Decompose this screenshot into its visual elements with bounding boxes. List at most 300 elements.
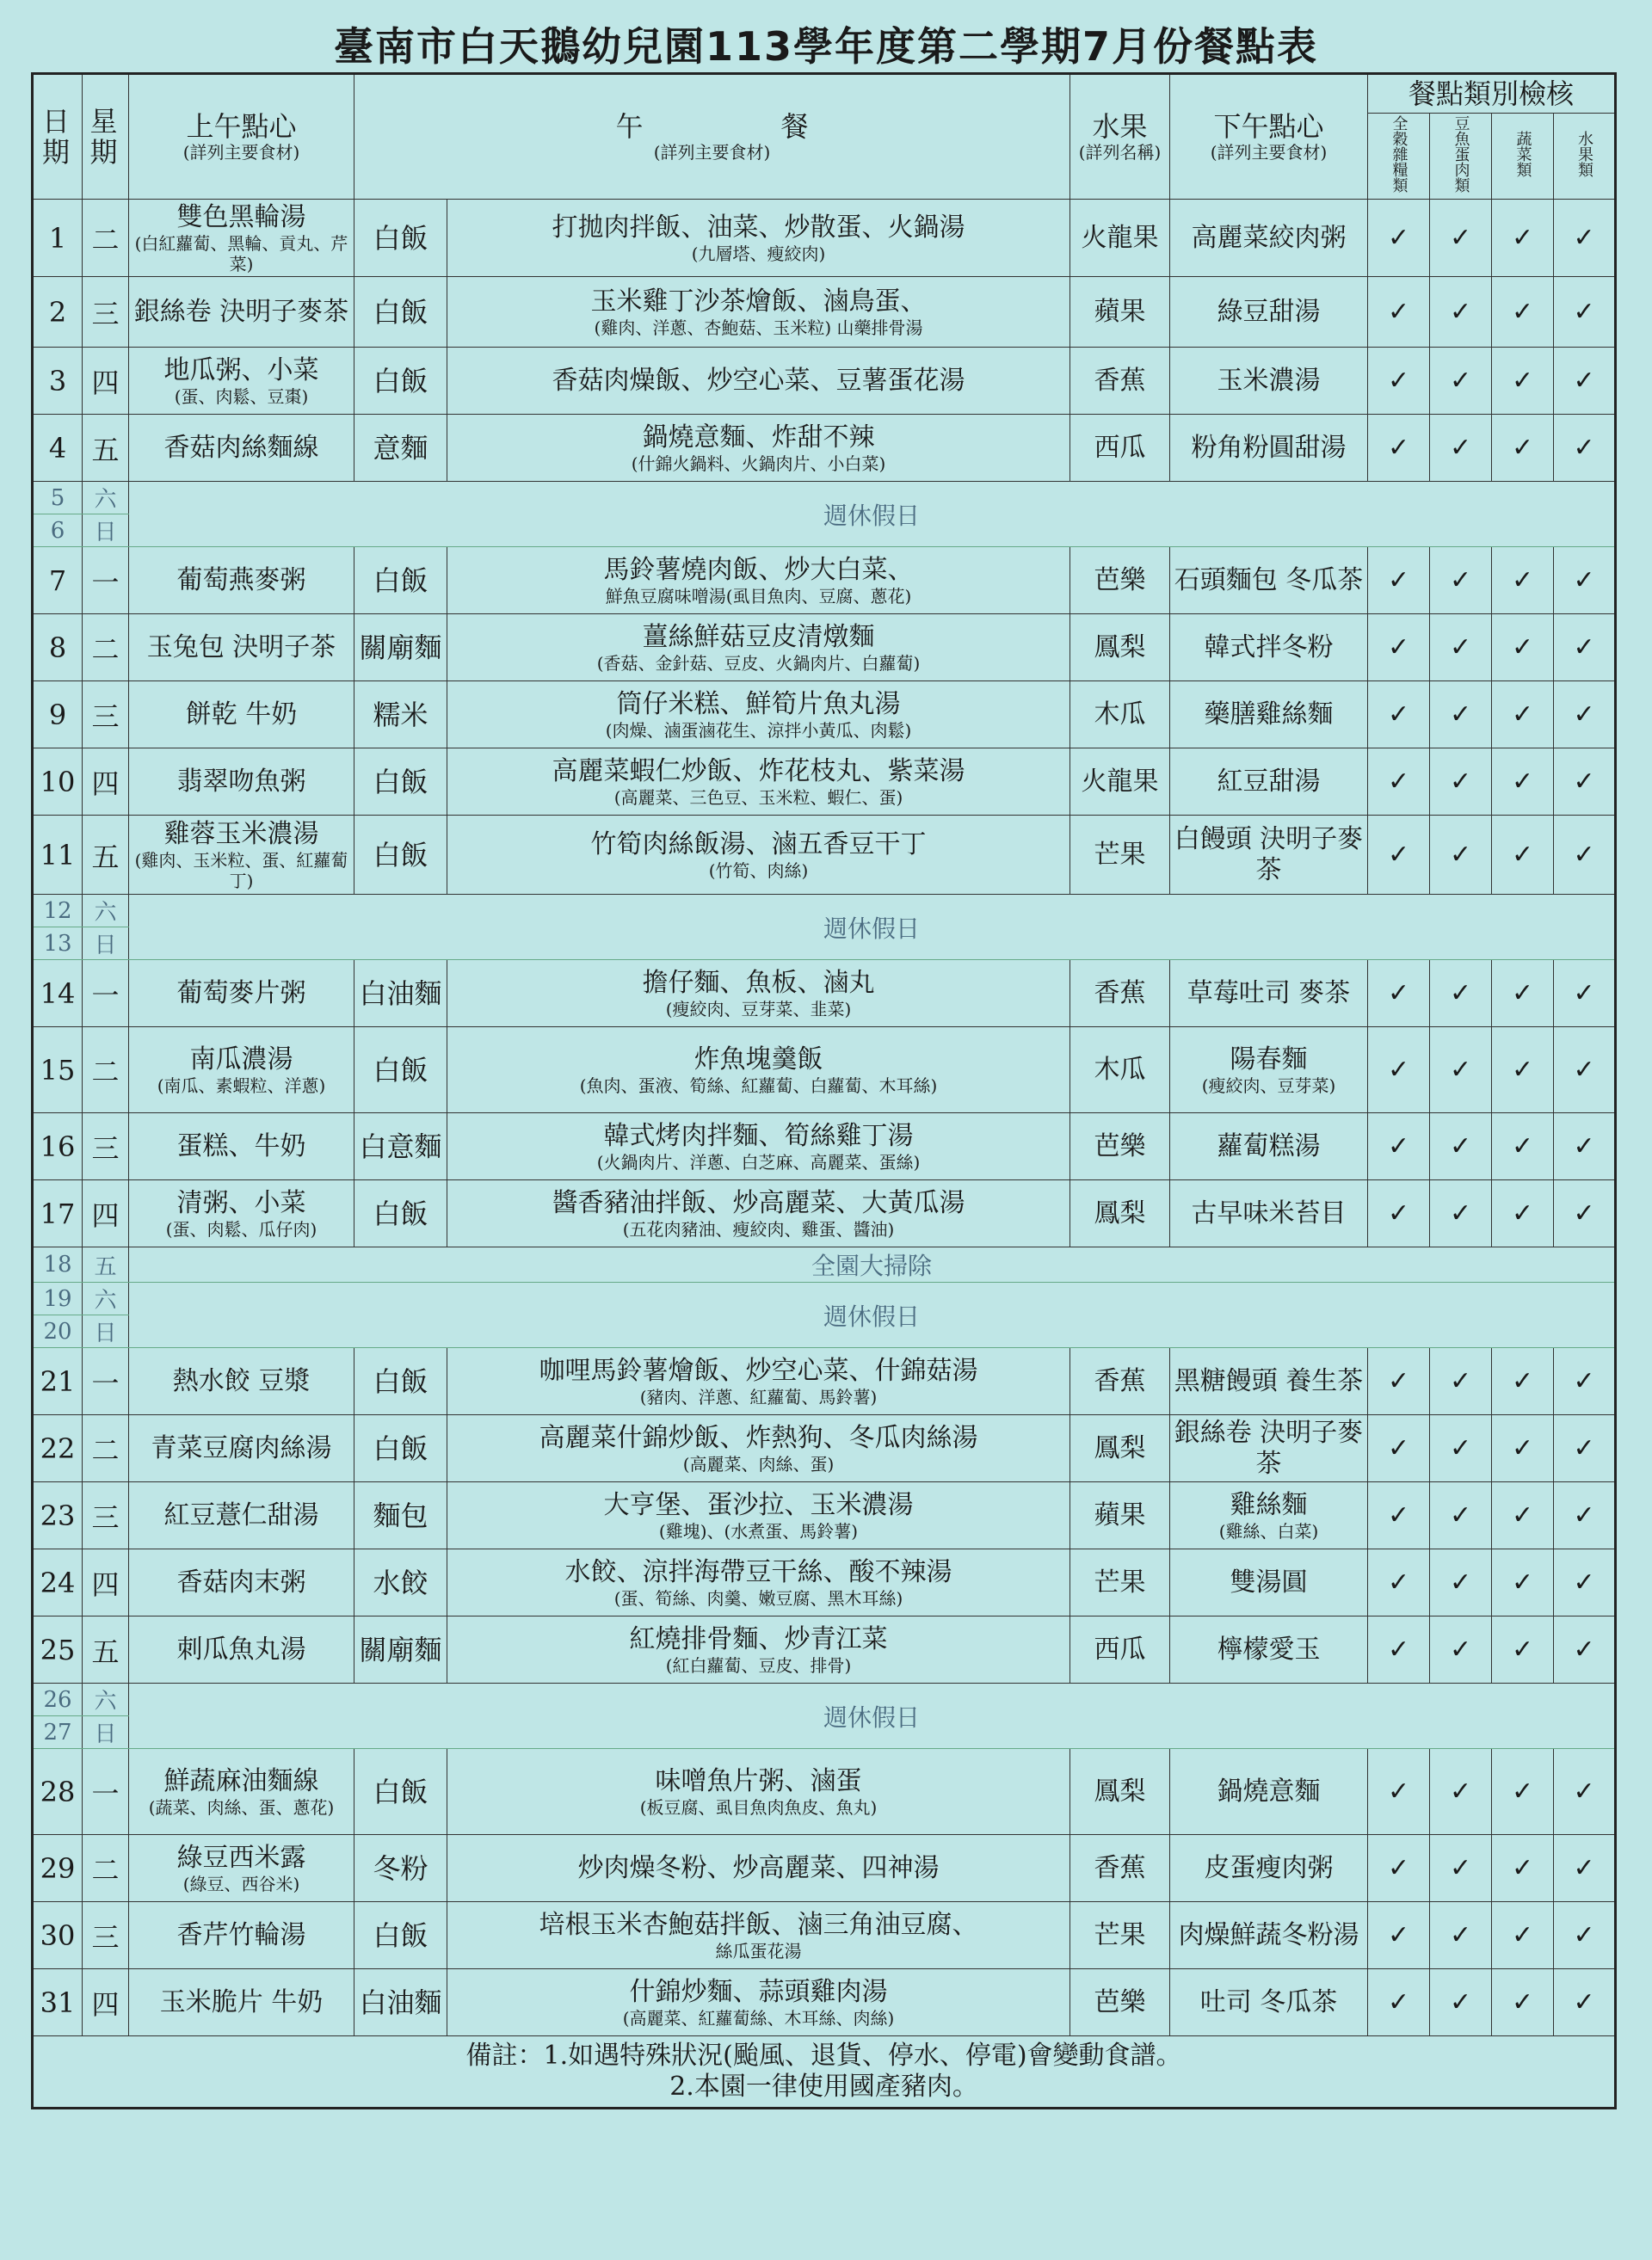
holiday-date-cell: 12 bbox=[33, 895, 83, 927]
pm-snack-cell bbox=[1170, 200, 1368, 277]
check-mark-icon: ✓ bbox=[1554, 277, 1616, 348]
check-mark-icon: ✓ bbox=[1430, 1835, 1492, 1902]
check-mark-icon: ✓ bbox=[1554, 415, 1616, 482]
weekday-cell: 一 bbox=[83, 547, 129, 614]
pm-snack-main: 草莓吐司 麥茶 bbox=[1187, 977, 1351, 1008]
check-mark-icon: ✓ bbox=[1368, 1027, 1430, 1113]
meal-row bbox=[33, 1348, 1616, 1415]
lunch-main: 味噌魚片粥、滷蛋 bbox=[655, 1765, 862, 1796]
check-mark-icon: ✓ bbox=[1554, 1415, 1616, 1482]
check-mark-icon: ✓ bbox=[1492, 200, 1554, 277]
meal-row bbox=[33, 1969, 1616, 2036]
pm-snack-cell bbox=[1170, 348, 1368, 415]
lunch-cell bbox=[447, 1969, 1070, 2036]
fruit-cell: 鳳梨 bbox=[1070, 614, 1170, 681]
holiday-row bbox=[33, 482, 1616, 514]
lunch-cell bbox=[447, 1027, 1070, 1113]
date-cell: 16 bbox=[33, 1113, 83, 1180]
pm-snack-cell bbox=[1170, 681, 1368, 748]
am-snack-detail: (南瓜、素蝦粒、洋蔥) bbox=[157, 1075, 326, 1096]
am-snack-cell bbox=[129, 1549, 354, 1616]
pm-snack-main: 檸檬愛玉 bbox=[1217, 1634, 1321, 1665]
check-mark-icon: ✓ bbox=[1554, 748, 1616, 816]
staple-cell: 白意麵 bbox=[354, 1113, 447, 1180]
header-check: 餐點類別檢核 bbox=[1368, 74, 1616, 114]
weekday-cell: 三 bbox=[83, 681, 129, 748]
pm-snack-main: 皮蛋瘦肉粥 bbox=[1204, 1852, 1334, 1883]
fruit-cell: 芒果 bbox=[1070, 1549, 1170, 1616]
date-cell: 24 bbox=[33, 1549, 83, 1616]
lunch-detail: (肉燥、滷蛋滷花生、涼拌小黃瓜、肉鬆) bbox=[605, 719, 912, 741]
lunch-cell bbox=[447, 1549, 1070, 1616]
pm-snack-cell bbox=[1170, 1902, 1368, 1969]
pm-snack-main: 雙湯圓 bbox=[1230, 1567, 1308, 1598]
holiday-label: 週休假日 bbox=[129, 1283, 1616, 1348]
date-cell: 29 bbox=[33, 1835, 83, 1902]
date-cell: 21 bbox=[33, 1348, 83, 1415]
check-mark-icon: ✓ bbox=[1430, 348, 1492, 415]
staple-cell: 白飯 bbox=[354, 277, 447, 348]
check-mark-icon: ✓ bbox=[1368, 1835, 1430, 1902]
check-mark-icon: ✓ bbox=[1430, 614, 1492, 681]
lunch-main: 醬香豬油拌飯、炒高麗菜、大黃瓜湯 bbox=[552, 1187, 965, 1218]
am-snack-main: 雙色黑輪湯 bbox=[176, 201, 306, 232]
check-mark-icon: ✓ bbox=[1368, 1969, 1430, 2036]
check-mark-icon: ✓ bbox=[1368, 816, 1430, 895]
check-mark-icon: ✓ bbox=[1492, 1749, 1554, 1835]
check-mark-icon: ✓ bbox=[1492, 614, 1554, 681]
fruit-cell: 香蕉 bbox=[1070, 960, 1170, 1027]
am-snack-cell bbox=[129, 614, 354, 681]
pm-snack-cell bbox=[1170, 1348, 1368, 1415]
holiday-date-cell: 13 bbox=[33, 927, 83, 960]
fruit-cell: 西瓜 bbox=[1070, 415, 1170, 482]
am-snack-cell bbox=[129, 681, 354, 748]
staple-cell: 白飯 bbox=[354, 1027, 447, 1113]
check-mark-icon: ✓ bbox=[1368, 681, 1430, 748]
meal-row bbox=[33, 681, 1616, 748]
check-mark-icon: ✓ bbox=[1430, 1415, 1492, 1482]
check-mark-icon: ✓ bbox=[1368, 748, 1430, 816]
fruit-cell: 火龍果 bbox=[1070, 200, 1170, 277]
am-snack-detail: (蛋、肉鬆、豆棗) bbox=[174, 385, 309, 407]
lunch-detail: (雞塊)、(水煮蛋、馬鈴薯) bbox=[658, 1520, 859, 1542]
check-mark-icon: ✓ bbox=[1368, 1348, 1430, 1415]
meal-row bbox=[33, 1482, 1616, 1549]
lunch-detail: (瘦絞肉、豆芽菜、韭菜) bbox=[665, 998, 852, 1019]
am-snack-main: 蛋糕、牛奶 bbox=[176, 1130, 306, 1161]
check-mark-icon: ✓ bbox=[1368, 1180, 1430, 1247]
holiday-weekday-cell: 日 bbox=[83, 1315, 129, 1348]
meal-row bbox=[33, 748, 1616, 816]
weekday-cell: 一 bbox=[83, 1749, 129, 1835]
meal-row bbox=[33, 1616, 1616, 1684]
check-mark-icon: ✓ bbox=[1430, 1482, 1492, 1549]
check-mark-icon: ✓ bbox=[1368, 1482, 1430, 1549]
lunch-detail: (板豆腐、虱目魚肉魚皮、魚丸) bbox=[639, 1796, 878, 1818]
check-mark-icon: ✓ bbox=[1492, 1027, 1554, 1113]
check-mark-icon: ✓ bbox=[1368, 1749, 1430, 1835]
weekday-cell: 二 bbox=[83, 1415, 129, 1482]
check-mark-icon: ✓ bbox=[1368, 1113, 1430, 1180]
staple-cell: 白油麵 bbox=[354, 1969, 447, 2036]
fruit-cell: 香蕉 bbox=[1070, 348, 1170, 415]
am-snack-main: 玉兔包 決明子茶 bbox=[146, 631, 336, 662]
date-cell: 22 bbox=[33, 1415, 83, 1482]
header-cat-fruit: 水果類 bbox=[1554, 114, 1616, 200]
check-mark-icon: ✓ bbox=[1554, 960, 1616, 1027]
check-mark-icon: ✓ bbox=[1554, 1180, 1616, 1247]
am-snack-main: 雞蓉玉米濃湯 bbox=[163, 818, 319, 849]
fruit-cell: 芒果 bbox=[1070, 816, 1170, 895]
fruit-cell: 芭樂 bbox=[1070, 1113, 1170, 1180]
am-snack-main: 銀絲卷 決明子麥茶 bbox=[133, 296, 349, 327]
lunch-detail: 鮮魚豆腐味噌湯(虱目魚肉、豆腐、蔥花) bbox=[605, 585, 912, 607]
check-mark-icon: ✓ bbox=[1430, 816, 1492, 895]
lunch-main: 水餃、涼拌海帶豆干絲、酸不辣湯 bbox=[564, 1556, 952, 1587]
check-mark-icon: ✓ bbox=[1554, 614, 1616, 681]
check-mark-icon: ✓ bbox=[1554, 1749, 1616, 1835]
check-mark-icon: ✓ bbox=[1368, 1902, 1430, 1969]
lunch-detail: (香菇、金針菇、豆皮、火鍋肉片、白蘿蔔) bbox=[596, 652, 921, 674]
pm-snack-main: 雞絲麵 bbox=[1230, 1489, 1308, 1520]
weekday-cell: 四 bbox=[83, 1549, 129, 1616]
date-cell: 14 bbox=[33, 960, 83, 1027]
check-mark-icon: ✓ bbox=[1492, 547, 1554, 614]
staple-cell: 白飯 bbox=[354, 1749, 447, 1835]
date-cell: 1 bbox=[33, 200, 83, 277]
fruit-cell: 鳳梨 bbox=[1070, 1749, 1170, 1835]
staple-cell: 關廟麵 bbox=[354, 1616, 447, 1684]
lunch-main: 紅燒排骨麵、炒青江菜 bbox=[629, 1623, 888, 1654]
holiday-row bbox=[33, 1283, 1616, 1315]
date-cell: 10 bbox=[33, 748, 83, 816]
am-snack-cell bbox=[129, 1027, 354, 1113]
pm-snack-main: 石頭麵包 冬瓜茶 bbox=[1174, 564, 1364, 595]
holiday-date-cell: 19 bbox=[33, 1283, 83, 1315]
lunch-cell bbox=[447, 200, 1070, 277]
lunch-cell bbox=[447, 1348, 1070, 1415]
meal-row bbox=[33, 1180, 1616, 1247]
lunch-cell bbox=[447, 1749, 1070, 1835]
check-mark-icon: ✓ bbox=[1430, 200, 1492, 277]
holiday-row bbox=[33, 1684, 1616, 1716]
am-snack-main: 青菜豆腐肉絲湯 bbox=[151, 1432, 332, 1463]
am-snack-main: 葡萄燕麥粥 bbox=[176, 564, 306, 595]
check-mark-icon: ✓ bbox=[1430, 1969, 1492, 2036]
holiday-date-cell: 27 bbox=[33, 1716, 83, 1749]
fruit-cell: 蘋果 bbox=[1070, 1482, 1170, 1549]
pm-snack-cell bbox=[1170, 1027, 1368, 1113]
am-snack-cell bbox=[129, 1482, 354, 1549]
am-snack-cell bbox=[129, 348, 354, 415]
holiday-weekday-cell: 日 bbox=[83, 514, 129, 547]
pm-snack-cell bbox=[1170, 1749, 1368, 1835]
am-snack-cell bbox=[129, 960, 354, 1027]
check-mark-icon: ✓ bbox=[1368, 277, 1430, 348]
notes bbox=[33, 2036, 1616, 2109]
check-mark-icon: ✓ bbox=[1368, 547, 1430, 614]
check-mark-icon: ✓ bbox=[1492, 960, 1554, 1027]
pm-snack-cell bbox=[1170, 1482, 1368, 1549]
staple-cell: 白飯 bbox=[354, 547, 447, 614]
date-cell: 28 bbox=[33, 1749, 83, 1835]
pm-snack-main: 古早味米苔目 bbox=[1191, 1198, 1347, 1229]
lunch-detail: (雞肉、洋蔥、杏鮑菇、玉米粒) 山藥排骨湯 bbox=[594, 317, 923, 338]
pm-snack-detail: (瘦絞肉、豆芽菜) bbox=[1201, 1075, 1336, 1096]
holiday-date-cell: 18 bbox=[33, 1247, 83, 1283]
am-snack-main: 地瓜粥、小菜 bbox=[163, 354, 319, 385]
lunch-cell bbox=[447, 547, 1070, 614]
pm-snack-main: 白饅頭 決明子麥茶 bbox=[1174, 823, 1364, 885]
weekday-cell: 一 bbox=[83, 1348, 129, 1415]
pm-snack-detail: (雞絲、白菜) bbox=[1218, 1520, 1319, 1542]
am-snack-main: 香菇肉絲麵線 bbox=[163, 432, 319, 463]
holiday-date-cell: 5 bbox=[33, 482, 83, 514]
lunch-main: 高麗菜什錦炒飯、炸熱狗、冬瓜肉絲湯 bbox=[539, 1422, 978, 1453]
check-mark-icon: ✓ bbox=[1492, 681, 1554, 748]
staple-cell: 糯米 bbox=[354, 681, 447, 748]
fruit-cell: 芒果 bbox=[1070, 1902, 1170, 1969]
fruit-cell: 芭樂 bbox=[1070, 547, 1170, 614]
meal-row bbox=[33, 960, 1616, 1027]
am-snack-main: 綠豆西米露 bbox=[176, 1842, 306, 1873]
check-mark-icon: ✓ bbox=[1492, 1969, 1554, 2036]
lunch-cell bbox=[447, 1180, 1070, 1247]
meal-row bbox=[33, 1415, 1616, 1482]
lunch-detail: (豬肉、洋蔥、紅蘿蔔、馬鈴薯) bbox=[639, 1386, 878, 1407]
weekday-cell: 三 bbox=[83, 1482, 129, 1549]
staple-cell: 水餃 bbox=[354, 1549, 447, 1616]
check-mark-icon: ✓ bbox=[1554, 1482, 1616, 1549]
pm-snack-main: 黑糖饅頭 養生茶 bbox=[1174, 1365, 1364, 1396]
holiday-weekday-cell: 日 bbox=[83, 1716, 129, 1749]
am-snack-main: 香菇肉末粥 bbox=[176, 1567, 306, 1598]
holiday-weekday-cell: 五 bbox=[83, 1247, 129, 1283]
lunch-main: 什錦炒麵、蒜頭雞肉湯 bbox=[629, 1976, 888, 2007]
date-cell: 17 bbox=[33, 1180, 83, 1247]
meal-row bbox=[33, 1549, 1616, 1616]
check-mark-icon: ✓ bbox=[1492, 1482, 1554, 1549]
date-cell: 11 bbox=[33, 816, 83, 895]
staple-cell: 關廟麵 bbox=[354, 614, 447, 681]
am-snack-cell bbox=[129, 277, 354, 348]
check-mark-icon: ✓ bbox=[1492, 1549, 1554, 1616]
am-snack-cell bbox=[129, 1180, 354, 1247]
lunch-detail: (魚肉、蛋液、筍絲、紅蘿蔔、白蘿蔔、木耳絲) bbox=[579, 1075, 938, 1096]
check-mark-icon: ✓ bbox=[1492, 1835, 1554, 1902]
pm-snack-main: 蘿蔔糕湯 bbox=[1217, 1130, 1321, 1161]
holiday-date-cell: 20 bbox=[33, 1315, 83, 1348]
check-mark-icon: ✓ bbox=[1430, 1549, 1492, 1616]
am-snack-cell bbox=[129, 1969, 354, 2036]
lunch-detail: 絲瓜蛋花湯 bbox=[715, 1940, 802, 1961]
am-snack-cell bbox=[129, 748, 354, 816]
check-mark-icon: ✓ bbox=[1368, 614, 1430, 681]
am-snack-cell bbox=[129, 1348, 354, 1415]
lunch-cell bbox=[447, 1835, 1070, 1902]
holiday-label: 週休假日 bbox=[129, 1684, 1616, 1749]
check-mark-icon: ✓ bbox=[1492, 348, 1554, 415]
cleaning-label: 全園大掃除 bbox=[129, 1247, 1616, 1283]
check-mark-icon: ✓ bbox=[1492, 816, 1554, 895]
date-cell: 2 bbox=[33, 277, 83, 348]
lunch-cell bbox=[447, 1482, 1070, 1549]
lunch-detail: (五花肉豬油、瘦絞肉、雞蛋、醬油) bbox=[622, 1218, 895, 1240]
check-mark-icon: ✓ bbox=[1554, 1902, 1616, 1969]
lunch-cell bbox=[447, 816, 1070, 895]
cleaning-row bbox=[33, 1247, 1616, 1283]
check-mark-icon: ✓ bbox=[1368, 200, 1430, 277]
am-snack-detail: (蛋、肉鬆、瓜仔肉) bbox=[165, 1218, 317, 1240]
lunch-cell bbox=[447, 614, 1070, 681]
pm-snack-cell bbox=[1170, 1113, 1368, 1180]
lunch-main: 薑絲鮮菇豆皮清燉麵 bbox=[642, 621, 875, 652]
fruit-cell: 木瓜 bbox=[1070, 1027, 1170, 1113]
check-mark-icon: ✓ bbox=[1492, 277, 1554, 348]
check-mark-icon: ✓ bbox=[1430, 415, 1492, 482]
date-cell: 8 bbox=[33, 614, 83, 681]
holiday-label: 週休假日 bbox=[129, 482, 1616, 547]
lunch-main: 大亨堡、蛋沙拉、玉米濃湯 bbox=[603, 1489, 914, 1520]
am-snack-detail: (白紅蘿蔔、黑輪、貢丸、芹菜) bbox=[134, 232, 348, 274]
check-mark-icon: ✓ bbox=[1368, 960, 1430, 1027]
pm-snack-main: 韓式拌冬粉 bbox=[1204, 631, 1334, 662]
staple-cell: 白飯 bbox=[354, 200, 447, 277]
pm-snack-main: 陽春麵 bbox=[1230, 1044, 1308, 1075]
lunch-cell bbox=[447, 1616, 1070, 1684]
weekday-cell: 五 bbox=[83, 1616, 129, 1684]
check-mark-icon: ✓ bbox=[1430, 1348, 1492, 1415]
fruit-cell: 鳳梨 bbox=[1070, 1415, 1170, 1482]
fruit-cell: 西瓜 bbox=[1070, 1616, 1170, 1684]
weekday-cell: 一 bbox=[83, 960, 129, 1027]
check-mark-icon: ✓ bbox=[1492, 1348, 1554, 1415]
pm-snack-main: 綠豆甜湯 bbox=[1217, 296, 1321, 327]
date-cell: 15 bbox=[33, 1027, 83, 1113]
pm-snack-cell bbox=[1170, 614, 1368, 681]
pm-snack-main: 玉米濃湯 bbox=[1217, 365, 1321, 396]
holiday-date-cell: 26 bbox=[33, 1684, 83, 1716]
pm-snack-cell bbox=[1170, 1616, 1368, 1684]
lunch-main: 玉米雞丁沙茶燴飯、滷鳥蛋、 bbox=[590, 286, 927, 317]
note-1: 備註：1.如遇特殊狀況(颱風、退貨、停水、停電)會變動食譜。 bbox=[465, 2041, 1182, 2071]
weekday-cell: 五 bbox=[83, 816, 129, 895]
check-mark-icon: ✓ bbox=[1430, 1113, 1492, 1180]
check-mark-icon: ✓ bbox=[1368, 348, 1430, 415]
header-lunch: 午 餐 (詳列主要食材) bbox=[354, 74, 1070, 200]
lunch-main: 馬鈴薯燒肉飯、炒大白菜、 bbox=[603, 554, 914, 585]
lunch-main: 鍋燒意麵、炸甜不辣 bbox=[642, 422, 875, 453]
lunch-main: 炸魚塊羹飯 bbox=[693, 1044, 823, 1075]
lunch-detail: (紅白蘿蔔、豆皮、排骨) bbox=[665, 1654, 852, 1676]
weekday-cell: 三 bbox=[83, 1113, 129, 1180]
staple-cell: 冬粉 bbox=[354, 1835, 447, 1902]
am-snack-cell bbox=[129, 1749, 354, 1835]
am-snack-cell bbox=[129, 1902, 354, 1969]
check-mark-icon: ✓ bbox=[1554, 1835, 1616, 1902]
pm-snack-main: 粉角粉圓甜湯 bbox=[1191, 432, 1347, 463]
am-snack-cell bbox=[129, 200, 354, 277]
page-title: 臺南市白天鵝幼兒園113學年度第二學期7月份餐點表 bbox=[333, 23, 1319, 70]
check-mark-icon: ✓ bbox=[1554, 1113, 1616, 1180]
meal-row bbox=[33, 415, 1616, 482]
header-cat-vegetable: 蔬菜類 bbox=[1492, 114, 1554, 200]
am-snack-main: 清粥、小菜 bbox=[176, 1187, 306, 1218]
lunch-detail: (高麗菜、三色豆、玉米粒、蝦仁、蛋) bbox=[613, 786, 903, 808]
holiday-label: 週休假日 bbox=[129, 895, 1616, 960]
staple-cell: 意麵 bbox=[354, 415, 447, 482]
weekday-cell: 二 bbox=[83, 1027, 129, 1113]
staple-cell: 白飯 bbox=[354, 816, 447, 895]
check-mark-icon: ✓ bbox=[1368, 415, 1430, 482]
header-weekday: 星期 bbox=[83, 74, 129, 200]
staple-cell: 麵包 bbox=[354, 1482, 447, 1549]
am-snack-main: 葡萄麥片粥 bbox=[176, 977, 306, 1008]
check-mark-icon: ✓ bbox=[1554, 547, 1616, 614]
am-snack-main: 翡翠吻魚粥 bbox=[176, 766, 306, 797]
check-mark-icon: ✓ bbox=[1554, 1549, 1616, 1616]
am-snack-cell bbox=[129, 1835, 354, 1902]
pm-snack-cell bbox=[1170, 1549, 1368, 1616]
staple-cell: 白飯 bbox=[354, 1180, 447, 1247]
check-mark-icon: ✓ bbox=[1554, 816, 1616, 895]
check-mark-icon: ✓ bbox=[1554, 681, 1616, 748]
check-mark-icon: ✓ bbox=[1492, 1902, 1554, 1969]
date-cell: 31 bbox=[33, 1969, 83, 2036]
lunch-cell bbox=[447, 1902, 1070, 1969]
staple-cell: 白飯 bbox=[354, 748, 447, 816]
date-cell: 25 bbox=[33, 1616, 83, 1684]
pm-snack-main: 高麗菜絞肉粥 bbox=[1191, 222, 1347, 253]
fruit-cell: 香蕉 bbox=[1070, 1835, 1170, 1902]
am-snack-main: 紅豆薏仁甜湯 bbox=[163, 1499, 319, 1530]
check-mark-icon: ✓ bbox=[1492, 1616, 1554, 1684]
am-snack-main: 玉米脆片 牛奶 bbox=[159, 1986, 324, 2017]
meal-row bbox=[33, 547, 1616, 614]
holiday-weekday-cell: 六 bbox=[83, 1684, 129, 1716]
meal-row bbox=[33, 614, 1616, 681]
pm-snack-cell bbox=[1170, 816, 1368, 895]
meal-row bbox=[33, 1835, 1616, 1902]
check-mark-icon: ✓ bbox=[1430, 1749, 1492, 1835]
pm-snack-main: 肉燥鮮蔬冬粉湯 bbox=[1178, 1919, 1359, 1950]
pm-snack-cell bbox=[1170, 547, 1368, 614]
lunch-main: 培根玉米杏鮑菇拌飯、滷三角油豆腐、 bbox=[539, 1909, 978, 1940]
lunch-main: 炒肉燥冬粉、炒高麗菜、四神湯 bbox=[577, 1852, 940, 1883]
date-cell: 9 bbox=[33, 681, 83, 748]
check-mark-icon: ✓ bbox=[1368, 1415, 1430, 1482]
check-mark-icon: ✓ bbox=[1430, 748, 1492, 816]
lunch-cell bbox=[447, 748, 1070, 816]
fruit-cell: 鳳梨 bbox=[1070, 1180, 1170, 1247]
pm-snack-main: 鍋燒意麵 bbox=[1217, 1776, 1321, 1807]
am-snack-main: 餅乾 牛奶 bbox=[185, 699, 298, 730]
check-mark-icon: ✓ bbox=[1492, 748, 1554, 816]
meal-row bbox=[33, 277, 1616, 348]
check-mark-icon: ✓ bbox=[1554, 1027, 1616, 1113]
check-mark-icon: ✓ bbox=[1430, 960, 1492, 1027]
staple-cell: 白飯 bbox=[354, 1348, 447, 1415]
pm-snack-cell bbox=[1170, 1969, 1368, 2036]
check-mark-icon: ✓ bbox=[1554, 1348, 1616, 1415]
lunch-main: 筒仔米糕、鮮筍片魚丸湯 bbox=[616, 688, 901, 719]
check-mark-icon: ✓ bbox=[1554, 1616, 1616, 1684]
holiday-date-cell: 6 bbox=[33, 514, 83, 547]
am-snack-main: 刺瓜魚丸湯 bbox=[176, 1634, 306, 1665]
lunch-main: 韓式烤肉拌麵、筍絲雞丁湯 bbox=[603, 1120, 914, 1151]
fruit-cell: 火龍果 bbox=[1070, 748, 1170, 816]
